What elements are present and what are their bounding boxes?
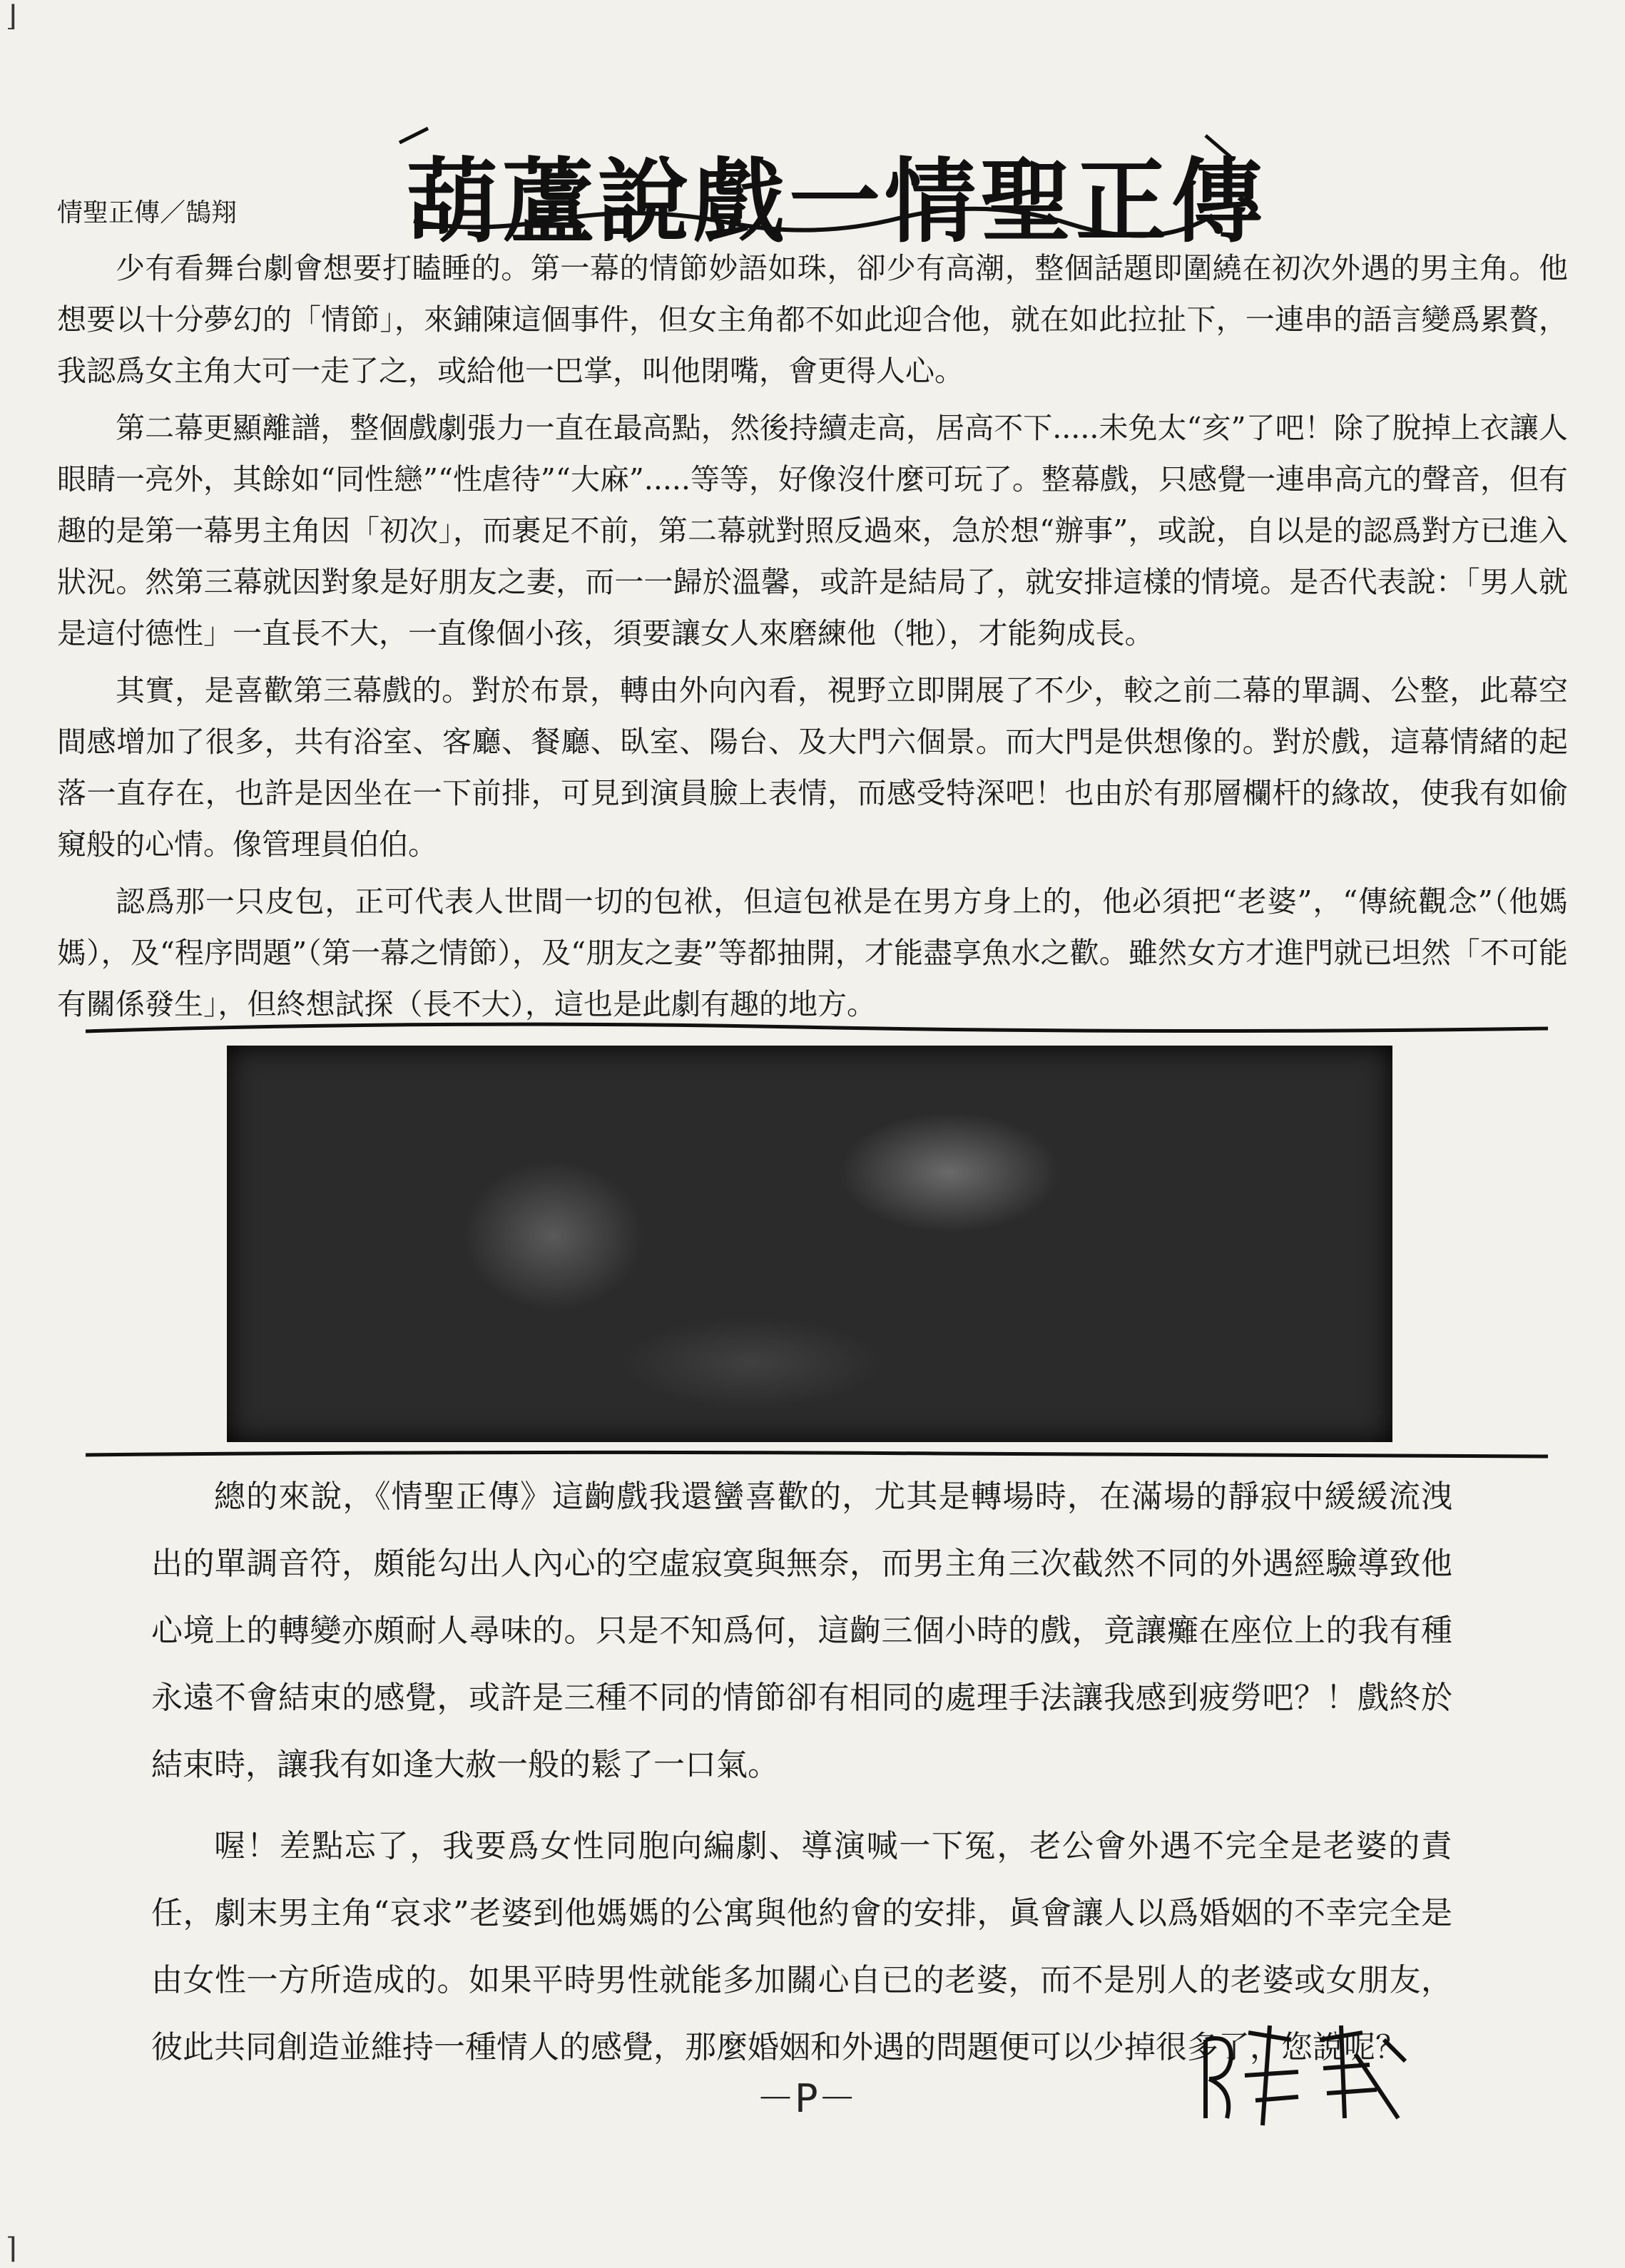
corner-mark-bottom: ⌉ xyxy=(6,2232,17,2265)
bottom-divider-line xyxy=(86,1448,1548,1465)
stage-photo xyxy=(227,1046,1392,1442)
corner-mark-top: ⌋ xyxy=(6,0,17,33)
article-paragraph: 少有看舞台劇會想要打瞌睡的。第一幕的情節妙語如珠，卻少有高潮，整個話題即圍繞在初次外遇的男主角。他想要以十分夢幻的「情節」，來鋪陳這個事件，但女主角都不如此迎合他，就在如此拉扯下，一連串的語言變爲累贅，我認爲女主角大可一走了之，或給他一巴掌，叫他閉嘴，會更得人心。 xyxy=(57,251,1568,388)
review-paragraph: 總的來說，《情聖正傳》這齣戲我還蠻喜歡的，尤其是轉場時，在滿場的靜寂中緩緩流洩出的單調音符，頗能勾出人內心的空虛寂寞與無奈，而男主角三次截然不同的外遇經驗導致他心境上的轉變亦頗耐人尋味的。只是不知爲何，這齣三個小時的戲，竟讓癱在座位上的我有種永遠不會結束的感覺，或許是三種不同的情節卻有相同的處理手法讓我感到疲勞吧？！戲終於結束時，讓我有如逢大赦一般的鬆了一口氣。 xyxy=(151,1478,1452,1783)
review-body xyxy=(151,1464,1452,2095)
author-signature xyxy=(1191,2011,1420,2140)
article-byline: 情聖正傳／鵠翔 xyxy=(57,198,238,228)
top-divider-line xyxy=(86,1018,1548,1040)
article-paragraph: 認爲那一只皮包，正可代表人世間一切的包袱，但這包袱是在男方身上的，他必須把“老婆”，“傳統觀念”（他媽媽），及“程序問題”（第一幕之情節），及“朋友之妻”等都抽開，才能盡享魚水之歡。雖然女方才進門就已坦然「不可能有關係發生」，但終想試探（長不大），這也是此劇有趣的地方。 xyxy=(57,884,1568,1021)
article-paragraph: 其實，是喜歡第三幕戲的。對於布景，轉由外向內看，視野立即開展了不少，較之前二幕的單調、公整，此幕空間感增加了很多，共有浴室、客廳、餐廳、臥室、陽台、及大門六個景。而大門是供想像的。對於戲，這幕情緒的起落一直存在，也許是因坐在一下前排，可見到演員臉上表情，而感受特深吧！也由於有那層欄杆的緣故，使我有如偷窺般的心情。像管理員伯伯。 xyxy=(57,673,1568,862)
page-number: －P－ xyxy=(756,2076,857,2121)
review-paragraph: 喔！差點忘了，我要爲女性同胞向編劇、導演喊一下冤，老公會外遇不完全是老婆的責任，劇末男主角“哀求”老婆到他媽媽的公寓與他約會的安排，眞會讓人以爲婚姻的不幸完全是由女性一方所造成的。如果平時男性就能多加關心自已的老婆，而不是別人的老婆或女朋友，彼此共同創造並維持一種情人的感覺，那麼婚姻和外遇的問題便可以少掉很多了，您說呢？ xyxy=(151,1828,1452,2065)
page-title-banner xyxy=(385,114,1268,255)
article-body xyxy=(57,242,1568,1036)
article-paragraph: 第二幕更顯離譜，整個戲劇張力一直在最高點，然後持續走高，居高不下.....未免太“亥”了吧！除了脫掉上衣讓人眼睛一亮外，其餘如“同性戀”“性虐待”“大麻”.....等等，好像沒什麼可玩了。整幕戲，只感覺一連串高亢的聲音，但有趣的是第一幕男主角因「初次」，而裹足不前，第二幕就對照反過來，急於想“辦事”，或說，自以是的認爲對方已進入狀況。然第三幕就因對象是好朋友之妻，而一一歸於溫馨，或許是結局了，就安排這樣的情境。是否代表說：「男人就是這付德性」一直長不大，一直像個小孩，須要讓女人來磨練他（牠），才能夠成長。 xyxy=(57,411,1568,650)
page-title: 葫蘆說戲一情聖正傳 xyxy=(407,149,1268,255)
